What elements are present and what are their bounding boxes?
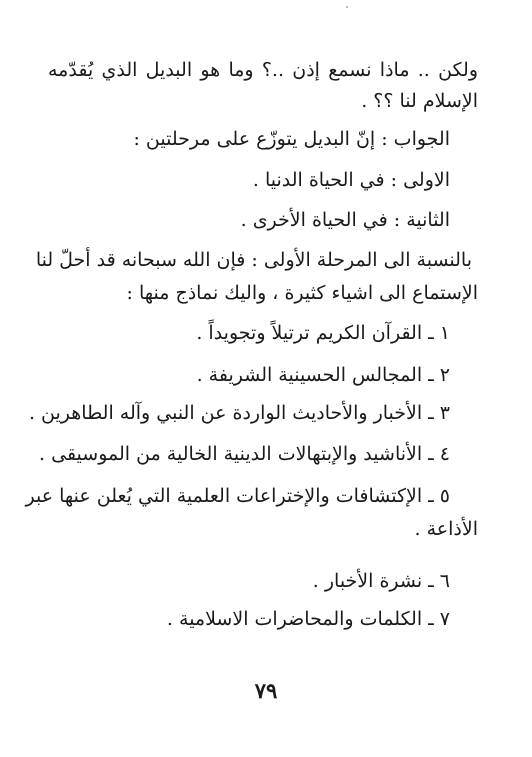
list-item-3: ٣ ـ الأخبار والأحاديث الواردة عن النبي وآله الطاهرين .: [28, 402, 450, 424]
scan-speck: [346, 6, 348, 8]
list-item-2: ٢ ـ المجالس الحسينية الشريفة .: [196, 364, 450, 386]
text-line-1: ولكن .. ماذا نسمع إذن ..؟ وما هو البديل الذي يُقدّمه: [48, 59, 478, 81]
answer-line: الجواب : إنّ البديل يتوزّع على مرحلتين :: [133, 128, 450, 150]
list-item-1: ١ ـ القرآن الكريم ترتيلاً وتجويداً .: [196, 322, 450, 344]
text-line-2: الإسلام لنا ؟؟ .: [361, 90, 478, 112]
page-number: ٧٩: [254, 678, 278, 703]
second-stage-line: الثانية : في الحياة الأخرى .: [240, 209, 450, 231]
list-item-6: ٦ ـ نشرة الأخبار .: [312, 570, 450, 592]
first-stage-line: الاولى : في الحياة الدنيا .: [252, 169, 450, 191]
list-item-5: ٥ ـ الإكتشافات والإختراعات العلمية التي يُعلن عنها عبر: [25, 485, 450, 507]
text-line-7: الإستماع الى اشياء كثيرة ، واليك نماذج منها :: [126, 282, 478, 304]
list-item-4: ٤ ـ الأناشيد والإبتهالات الدينية الخالية من الموسيقى .: [39, 443, 450, 465]
list-item-7: ٧ ـ الكلمات والمحاضرات الاسلامية .: [166, 608, 450, 630]
text-line-6: بالنسبة الى المرحلة الأولى : فإن الله سبحانه قد أحلّ لنا: [35, 249, 472, 271]
list-item-5-cont: الأذاعة .: [414, 518, 478, 540]
